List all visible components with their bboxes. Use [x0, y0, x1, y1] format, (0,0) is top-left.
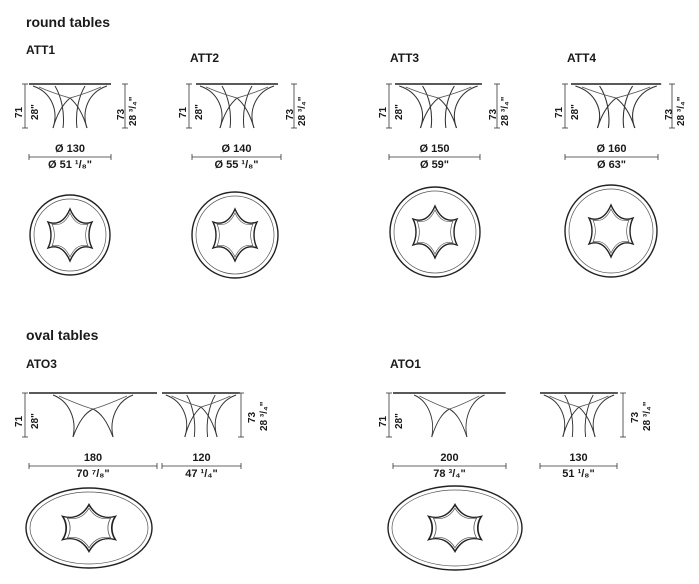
- ato1-width-in: 51 ¹/₈": [562, 468, 595, 480]
- att4-height2-cm: 73: [664, 108, 675, 120]
- ato3-height2-in: 28 ³/₄": [259, 401, 270, 431]
- att4-height-in: 28": [570, 104, 581, 120]
- att1-diameter-in: Ø 51 ¹/₈": [48, 159, 92, 171]
- att2-height-in: 28": [194, 104, 205, 120]
- section-title-round: round tables: [26, 14, 111, 30]
- att3-height2-cm: 73: [488, 108, 499, 120]
- att2-height-cm: 71: [178, 106, 189, 118]
- att3-height-in: 28": [394, 104, 405, 120]
- att1-diameter-cm: Ø 130: [55, 143, 85, 155]
- table-code-att2: ATT2: [190, 51, 220, 65]
- ato3-width-in: 47 ¹/₄": [185, 468, 218, 480]
- att2-diameter-cm: Ø 140: [221, 143, 252, 155]
- ato1-height2-cm: 73: [630, 411, 641, 423]
- table-code-ato1: ATO1: [390, 357, 421, 371]
- att4-diameter-in: Ø 63": [596, 159, 627, 171]
- table-code-ato3: ATO3: [26, 357, 57, 371]
- ato3-length-in: 70 ⁷/₈": [76, 468, 110, 480]
- att1-height2-in: 28 ³/₄": [128, 96, 139, 126]
- att4-height2-in: 28 ³/₄": [676, 96, 687, 126]
- ato1-height-in: 28": [394, 413, 405, 429]
- att1-height-in: 28": [30, 104, 41, 120]
- att1-height2-cm: 73: [116, 108, 127, 120]
- ato1-width-cm: 130: [569, 452, 588, 464]
- table-code-att1: ATT1: [26, 43, 56, 57]
- att2-height2-in: 28 ³/₄": [297, 96, 308, 126]
- att3-diameter-in: Ø 59": [419, 159, 450, 171]
- ato1-height-cm: 71: [378, 415, 389, 427]
- att3-height2-in: 28 ³/₄": [500, 96, 511, 126]
- ato3-width-cm: 120: [192, 452, 211, 464]
- ato3-height-in: 28": [30, 413, 41, 429]
- ato3-length-cm: 180: [83, 452, 103, 464]
- ato3-height2-cm: 73: [247, 411, 258, 423]
- att2-height2-cm: 73: [285, 108, 296, 120]
- ato3-height-cm: 71: [14, 415, 25, 427]
- att3-diameter-cm: Ø 150: [419, 143, 450, 155]
- ato1-length-in: 78 ³/₄": [433, 468, 466, 480]
- table-code-att4: ATT4: [567, 51, 597, 65]
- section-title-oval: oval tables: [26, 327, 99, 343]
- ato1-length-cm: 200: [440, 452, 459, 464]
- att1-height-cm: 71: [14, 106, 25, 118]
- att3-height-cm: 71: [378, 106, 389, 118]
- table-code-att3: ATT3: [390, 51, 420, 65]
- att4-height-cm: 71: [554, 106, 565, 118]
- att2-diameter-in: Ø 55 ¹/₈": [214, 159, 259, 171]
- ato1-height2-in: 28 ³/₄": [642, 401, 653, 431]
- att4-diameter-cm: Ø 160: [596, 143, 627, 155]
